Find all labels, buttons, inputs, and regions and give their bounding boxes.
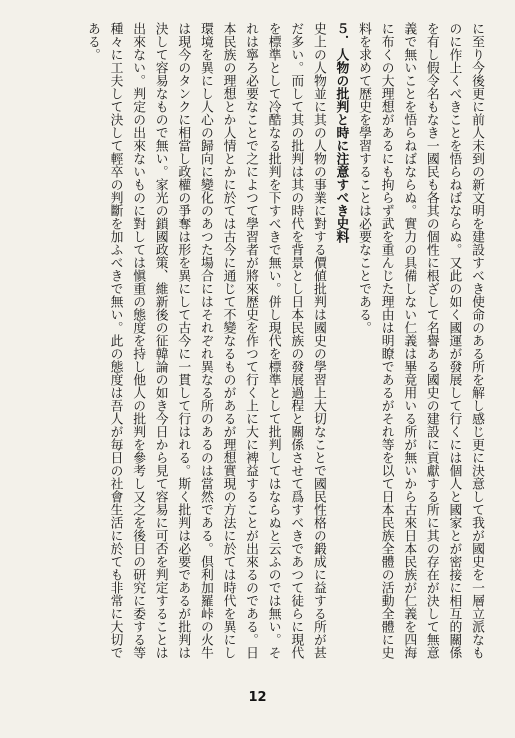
paragraph-2: 史上の人物並に其の人物の事業に對する價値批判は國史の學習上大切なことで國民性格の鍛成に益する所が甚だ多い。而して其の批判は其の時代を背景とし日本民族の發展過程と關係させて爲すべきであつて徒らに現代を標準として冷酷なる批判を下すべきで無い。併し現代を標準として批判してはならぬと云ふのでは無い。それは寧ろ必要なことで之によつて學習者が將來歴史を作つて行く上に大に裨益することが出來るのである。日本民族の理想とか人情とかに於ては古今に通じて不變なるものがあるが理想實現の方法に於ては時代を異にし環境を異にし人心の歸向に變化のあつた場合にはそれぞれ異なる所のあるのは當然である。倶利加羅峠の火牛は現今のタンクに相當し政權の爭奪は形を異にして古今に一貫して行はれる。斯く批判は必要であるが批判は決して容易なもので無い。家光の鎖國政策、維新後の征韓論の如き今日から見て容易に可否を判定することは出來ない。判定の出來ないものに對しては愼重の態度を持し他人の批判を參考し又之を後日の研究に委する等種々に工夫して決して輕卒の判斷を加ふべきで無い。此の態度は吾人が毎日の社會生活に於ても非常に大切である。 [84,22,326,659]
page-number: 12 [248,690,267,705]
paragraph-1: に至り今後更に前人未到の新文明を建設すべき使命のある所を解し感じ更に決意して我が國史を一層立派なものに作上くべきことを悟らねばならぬ。又此の如く國運が發展して行くには個人と國家とが密接に相互的關係を有し假令名もなき一國民も各其の個性に根ざして名譽ある國史の建設に貢獻する所に其の存在が決して無意義で無いことを悟らねばならぬ。實力の具備しない仁義は畢竟用いる所が無いから古來日本民族が仁義を四海に布くの大理想があるにも拘らず武を重んじた理由は明瞭であるがそれ等を以て日本民族全體の活動全體に史料を求めて歴史を學習することは必要なことである。 [356,22,484,659]
body-text-column [35,22,487,662]
section-heading: ５．人物の批判と時に注意すべき史料 [333,22,349,243]
